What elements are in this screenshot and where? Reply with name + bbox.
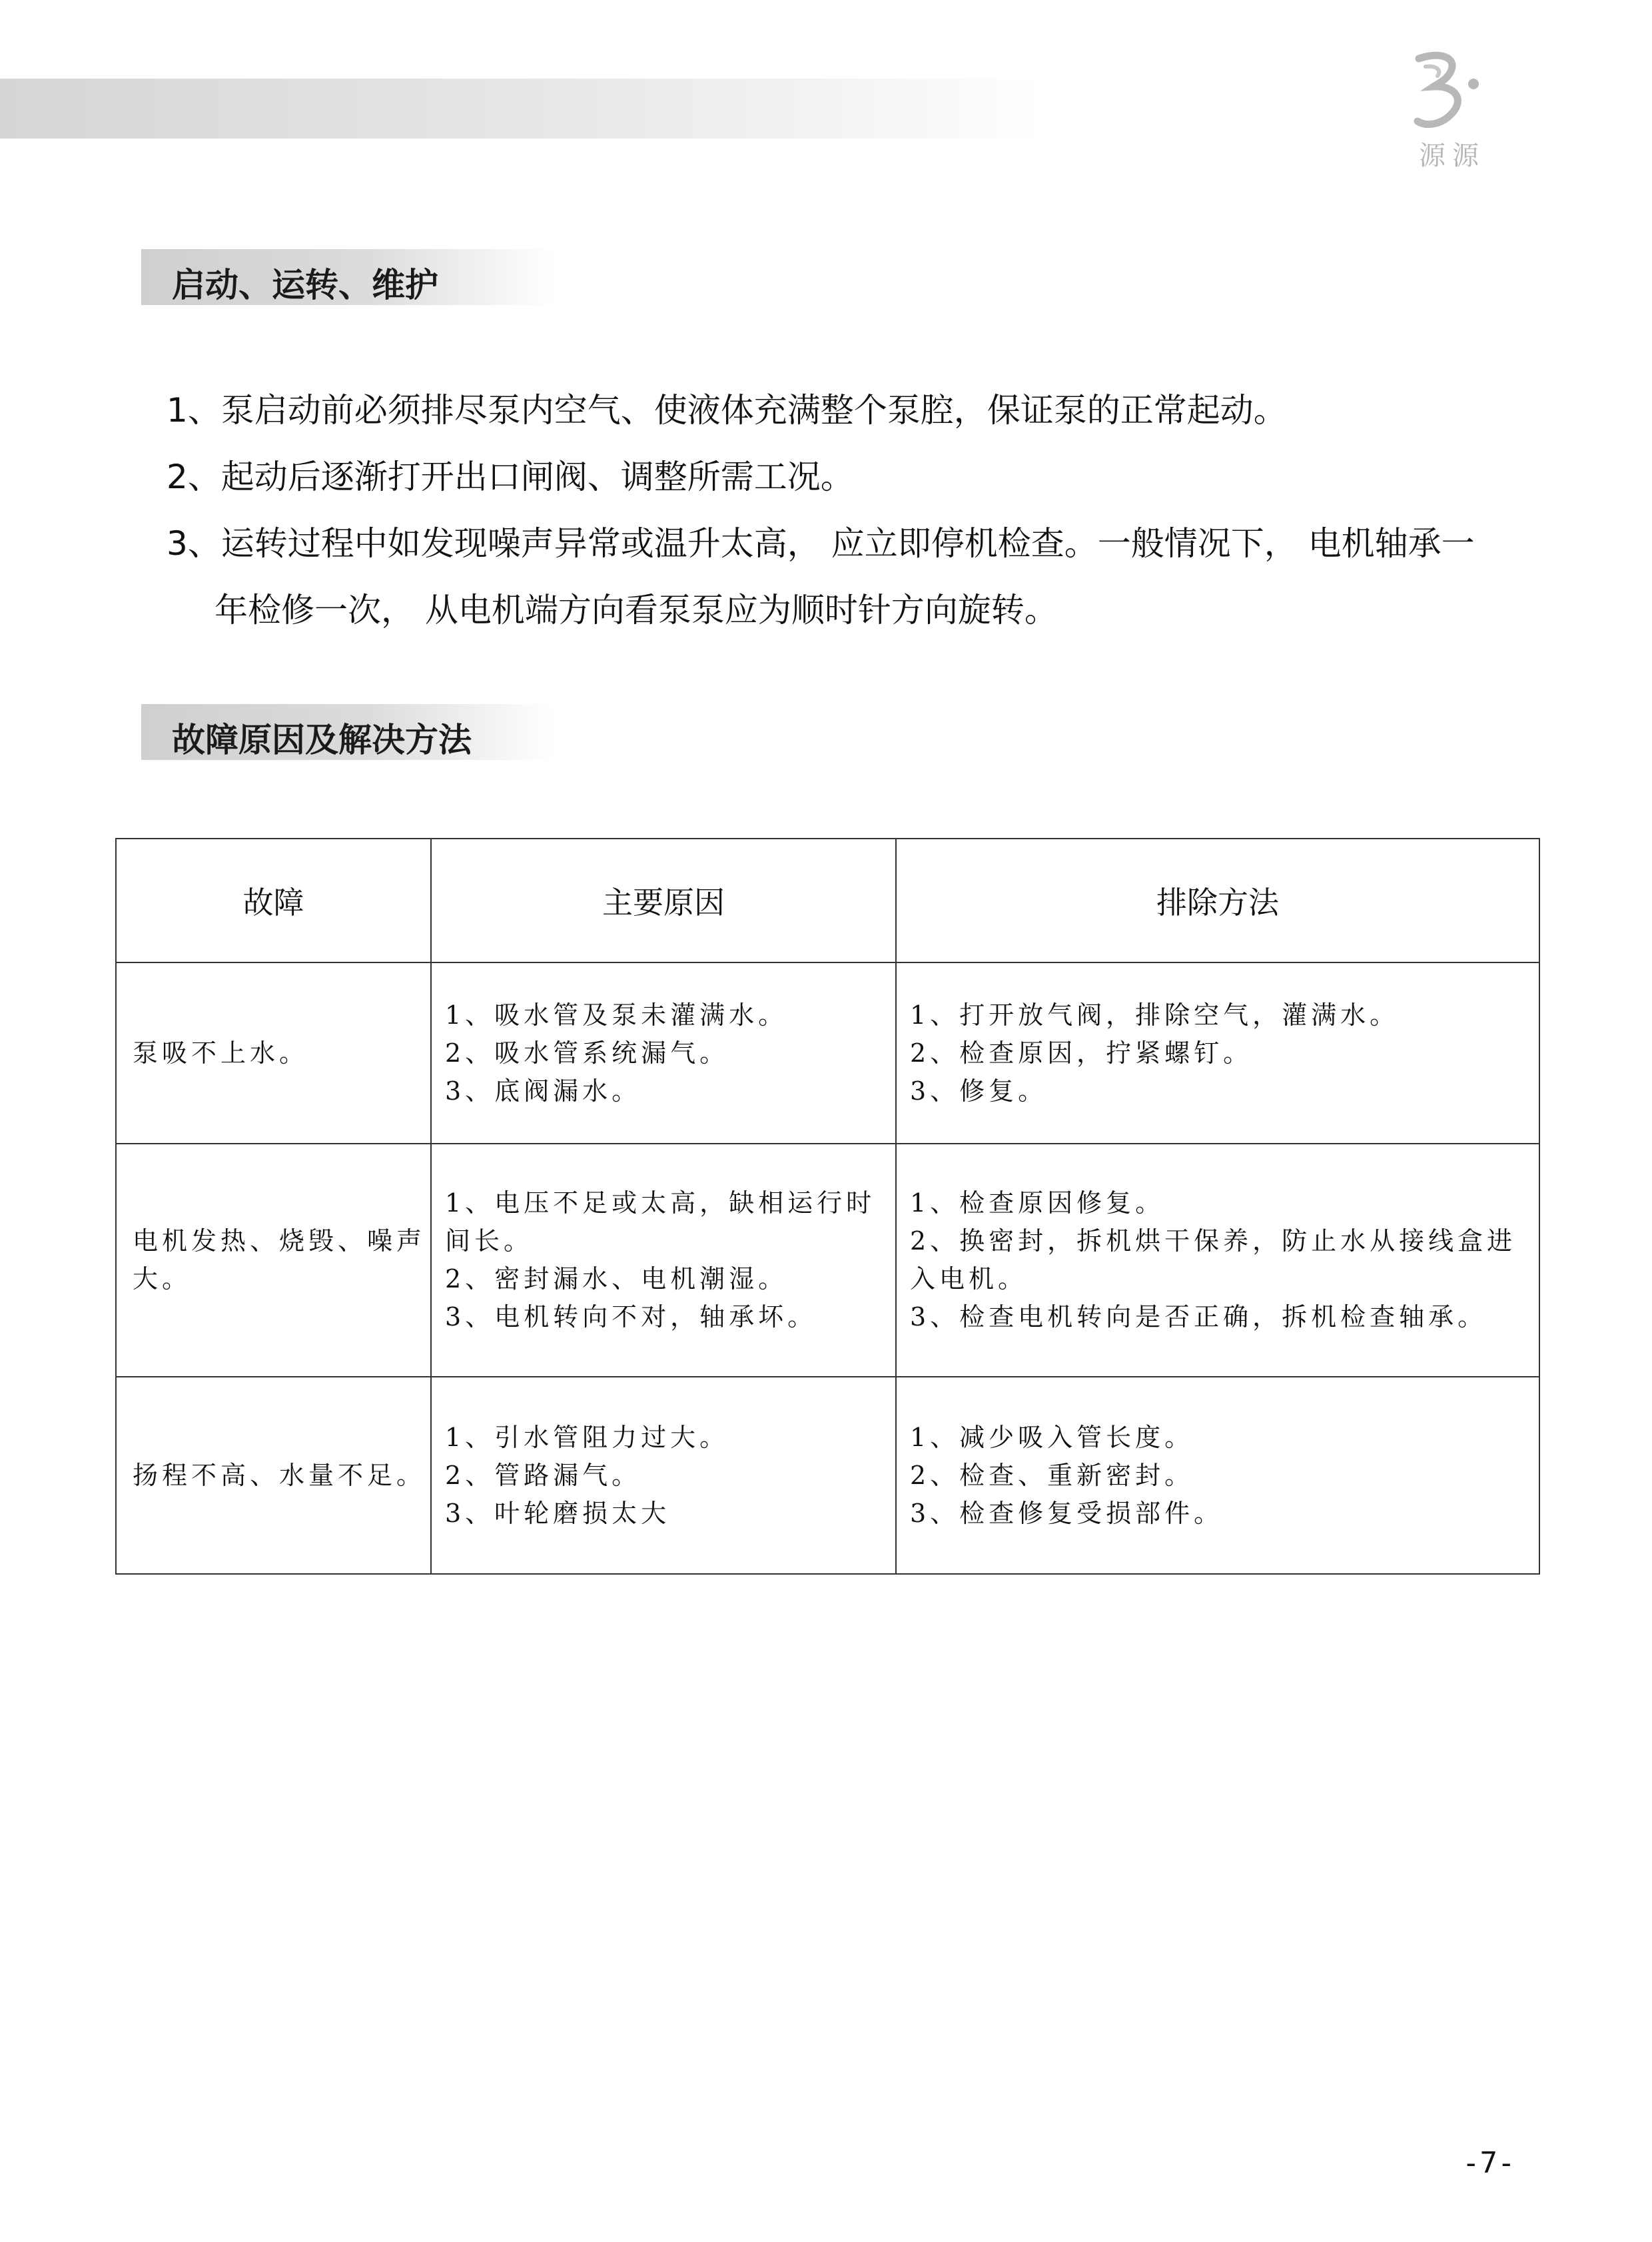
cause-line: 3、电机转向不对，轴承坏。: [445, 1302, 817, 1331]
column-header-cause: 主要原因: [431, 839, 896, 962]
cause-cell: [431, 1377, 896, 1574]
section-title: 启动、运转、维护: [172, 266, 438, 304]
logo-mark-icon: [1399, 47, 1505, 133]
instruction-item-3: 3、运转过程中如发现噪声异常或温升太高， 应立即停机检查。一般情况下， 电机轴承一: [167, 524, 1475, 563]
cause-line: 2、吸水管系统漏气。: [445, 1038, 729, 1068]
cause-line: 1、吸水管及泵未灌满水。: [445, 1000, 788, 1030]
section-heading-startup: [141, 249, 554, 305]
solution-cell: [896, 1377, 1539, 1574]
table-row: [116, 1377, 1539, 1574]
solution-line: 3、检查电机转向是否正确，拆机检查轴承。: [910, 1302, 1487, 1331]
solution-cell: [896, 1144, 1539, 1377]
solution-line: 1、检查原因修复。: [910, 1188, 1165, 1218]
solution-cell: [896, 962, 1539, 1144]
solution-line: 2、检查原因，拧紧螺钉。: [910, 1038, 1253, 1068]
instruction-item-1: 1、泵启动前必须排尽泵内空气、使液体充满整个泵腔，保证泵的正常起动。: [167, 391, 1287, 430]
cause-line: 1、引水管阻力过大。: [445, 1422, 729, 1452]
solution-line: 2、检查、重新密封。: [910, 1460, 1194, 1490]
column-header-solution: 排除方法: [896, 839, 1539, 962]
solution-line: 3、修复。: [910, 1076, 1048, 1106]
table-row: [116, 1144, 1539, 1377]
section-heading-troubleshooting: [141, 704, 554, 760]
fault-cell: 电机发热、烧毁、噪声大。: [116, 1144, 431, 1377]
solution-line: 1、打开放气阀，排除空气，灌满水。: [910, 1000, 1400, 1030]
cause-cell: [431, 1144, 896, 1377]
column-header-fault: 故障: [116, 839, 431, 962]
table-header-row: [116, 839, 1539, 962]
cause-line: 2、密封漏水、电机潮湿。: [445, 1264, 788, 1294]
page-number: -7-: [1462, 2146, 1515, 2180]
cause-line: 3、底阀漏水。: [445, 1076, 641, 1106]
instruction-item-2: 2、起动后逐渐打开出口闸阀、调整所需工况。: [167, 458, 854, 496]
troubleshooting-table: [115, 838, 1540, 1575]
solution-line: 2、换密封，拆机烘干保养，防止水从接线盒进入电机。: [910, 1226, 1517, 1294]
cause-line: 3、叶轮磨损太大: [445, 1498, 671, 1528]
brand-logo: [1399, 47, 1505, 180]
header-band: [0, 79, 1039, 139]
table-row: [116, 962, 1539, 1144]
instruction-item-3-continued: 年检修一次， 从电机端方向看泵泵应为顺时针方向旋转。: [214, 591, 1058, 629]
fault-cell: 扬程不高、水量不足。: [116, 1377, 431, 1574]
fault-cell: 泵吸不上水。: [116, 962, 431, 1144]
cause-line: 2、管路漏气。: [445, 1460, 641, 1490]
logo-text: 源源: [1419, 141, 1485, 171]
solution-line: 1、减少吸入管长度。: [910, 1422, 1194, 1452]
solution-line: 3、检查修复受损部件。: [910, 1498, 1224, 1528]
cause-cell: [431, 962, 896, 1144]
cause-line: 1、电压不足或太高，缺相运行时间长。: [445, 1188, 876, 1256]
section-title: 故障原因及解决方法: [172, 721, 472, 759]
